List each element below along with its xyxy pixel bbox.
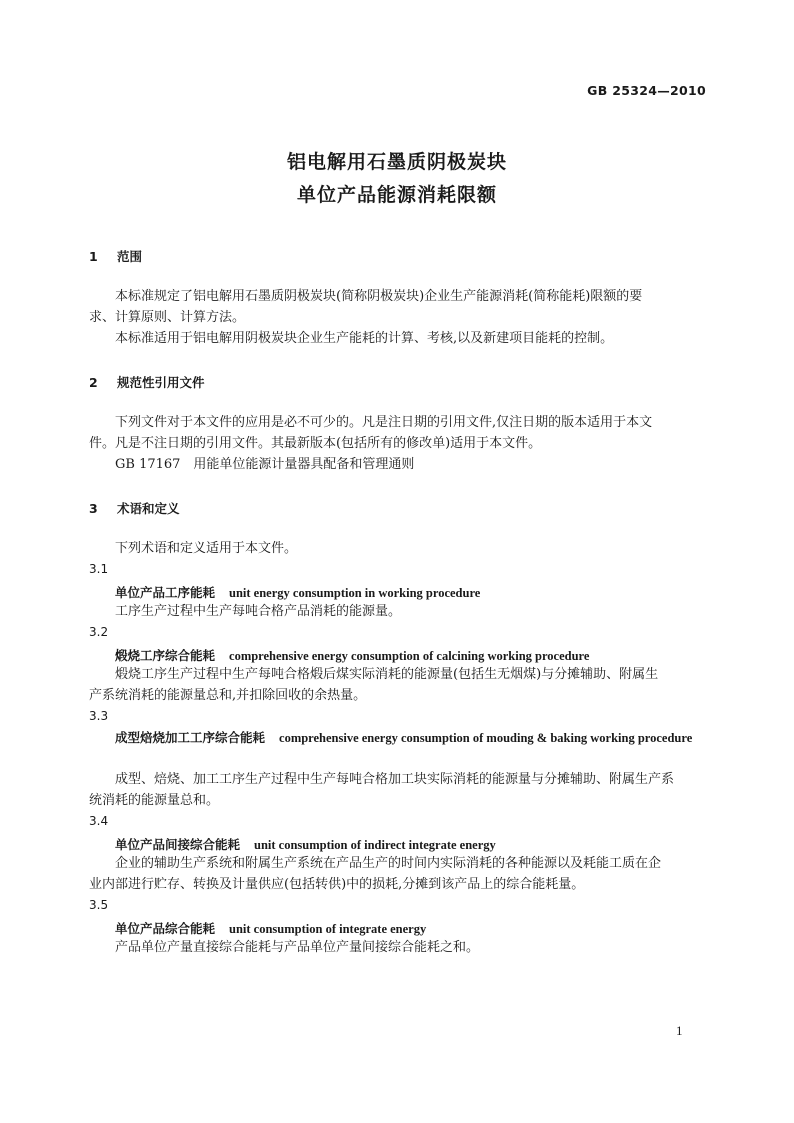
section-title: 术语和定义 xyxy=(117,501,180,516)
section-2-paragraph-1-line-2: 件。凡是不注日期的引用文件。其最新版本(包括所有的修改单)适用于本文件。 xyxy=(89,436,542,451)
term-definition-line-2: 业内部进行贮存、转换及计量供应(包括转供)中的损耗,分摊到该产品上的综合能耗量。 xyxy=(89,877,585,892)
section-2-paragraph-1-line-1: 下列文件对于本文件的应用是必不可少的。凡是注日期的引用文件,仅注日期的版本适用于本文 xyxy=(115,415,653,430)
clause-number: 3.5 xyxy=(89,898,109,912)
term-entry xyxy=(115,646,589,664)
section-title: 范围 xyxy=(117,249,143,264)
term-entry xyxy=(115,919,426,937)
clause-number: 3.1 xyxy=(89,562,109,576)
section-1-heading xyxy=(89,247,142,265)
section-title: 规范性引用文件 xyxy=(117,375,205,390)
clause-number: 3.3 xyxy=(89,709,109,723)
section-1-paragraph-2: 本标准适用于铝电解用阴极炭块企业生产能耗的计算、考核,以及新建项目能耗的控制。 xyxy=(115,331,614,346)
clause-number: 3.4 xyxy=(89,814,109,828)
page-number: 1 xyxy=(676,1023,683,1038)
term-entry xyxy=(115,727,705,749)
normative-reference: GB 17167 用能单位能源计量器具配备和管理通则 xyxy=(115,457,415,472)
section-number: 3 xyxy=(89,501,98,516)
term-english: unit energy consumption in working procedure xyxy=(229,586,481,600)
section-number: 1 xyxy=(89,249,98,264)
term-definition-line-1: 成型、焙烧、加工工序生产过程中生产每吨合格加工块实际消耗的能源量与分摊辅助、附属生产系 xyxy=(115,772,675,787)
section-1-paragraph-1-line-1: 本标准规定了铝电解用石墨质阴极炭块(简称阴极炭块)企业生产能源消耗(简称能耗)限额的要 xyxy=(115,289,643,304)
term-english: comprehensive energy consumption of mouding & baking working procedure xyxy=(279,731,693,745)
term-chinese: 成型焙烧加工工序综合能耗 xyxy=(115,730,266,745)
term-definition-line-2: 统消耗的能源量总和。 xyxy=(89,793,220,808)
clause-number: 3.2 xyxy=(89,625,109,639)
term-definition: 工序生产过程中生产每吨合格产品消耗的能源量。 xyxy=(115,604,402,619)
section-3-intro: 下列术语和定义适用于本文件。 xyxy=(115,541,298,556)
term-entry xyxy=(115,583,480,601)
standard-code: GB 25324—2010 xyxy=(587,83,706,98)
section-3-heading xyxy=(89,499,180,517)
section-2-heading xyxy=(89,373,205,391)
term-definition: 产品单位产量直接综合能耗与产品单位产量间接综合能耗之和。 xyxy=(115,940,480,955)
term-english: unit consumption of indirect integrate energy xyxy=(254,838,496,852)
term-entry xyxy=(115,835,496,853)
section-1-paragraph-1-line-2: 求、计算原则、计算方法。 xyxy=(89,310,246,325)
term-english: comprehensive energy consumption of calcining working procedure xyxy=(229,649,590,663)
term-chinese: 单位产品工序能耗 xyxy=(115,585,216,600)
term-definition-line-1: 煅烧工序生产过程中生产每吨合格煅后煤实际消耗的能源量(包括生无烟煤)与分摊辅助、附属生 xyxy=(115,667,659,682)
document-title-line2: 单位产品能源消耗限额 xyxy=(296,184,497,206)
term-definition-line-2: 产系统消耗的能源量总和,并扣除回收的余热量。 xyxy=(89,688,367,703)
term-english: unit consumption of integrate energy xyxy=(229,922,427,936)
term-definition-line-1: 企业的辅助生产系统和附属生产系统在产品生产的时间内实际消耗的各种能源以及耗能工质在企 xyxy=(115,856,662,871)
term-chinese: 单位产品综合能耗 xyxy=(115,921,216,936)
section-number: 2 xyxy=(89,375,98,390)
document-title-line1: 铝电解用石墨质阴极炭块 xyxy=(286,151,507,173)
term-chinese: 单位产品间接综合能耗 xyxy=(115,837,241,852)
term-chinese: 煅烧工序综合能耗 xyxy=(115,648,216,663)
